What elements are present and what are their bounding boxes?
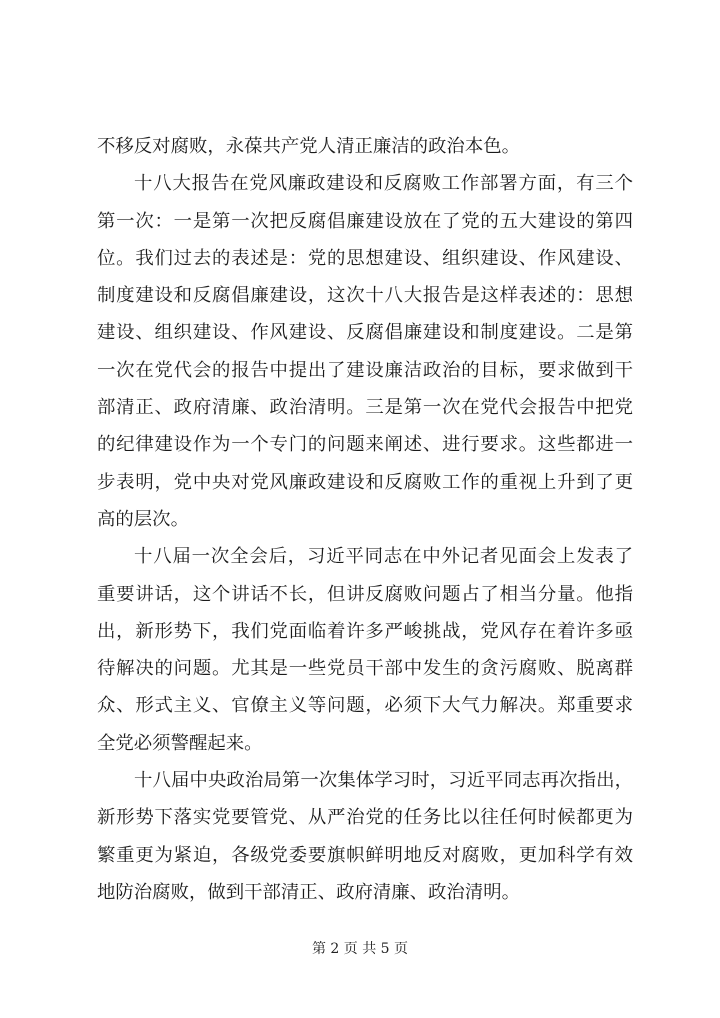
text-line: 位。我们过去的表述是：党的思想建设、组织建设、作风建设、 [97, 247, 633, 269]
text-line: 全党必须警醒起来。 [97, 732, 263, 754]
text-line: 部清正、政府清廉、政治清明。三是第一次在党代会报告中把党 [97, 397, 633, 419]
text-line: 不移反对腐败，永葆共产党人清正廉洁的政治本色。 [97, 136, 520, 157]
text-line: 建设、组织建设、作风建设、反腐倡廉建设和制度建设。二是第 [97, 322, 633, 344]
text-line: 繁重更为紧迫，各级党委要旗帜鲜明地反对腐败，更加科学有效 [97, 844, 633, 866]
text-line: 出，新形势下，我们党面临着许多严峻挑战，党风存在着许多亟 [97, 620, 633, 642]
text-line: 制度建设和反腐倡廉建设，这次十八大报告是这样表述的：思想 [97, 285, 633, 307]
text-line: 众、形式主义、官僚主义等问题，必须下大气力解决。郑重要求 [97, 695, 633, 717]
text-line: 步表明，党中央对党风廉政建设和反腐败工作的重视上升到了更 [97, 471, 633, 493]
text-line: 新形势下落实党要管党、从严治党的任务比以往任何时候都更为 [97, 807, 633, 829]
page-number-footer: 第 2 页 共 5 页 [311, 941, 409, 957]
text-line: 重要讲话，这个讲话不长，但讲反腐败问题占了相当分量。他指 [97, 583, 633, 605]
paragraph-first-line: 十八届一次全会后，习近平同志在中外记者见面会上发表了 [134, 546, 633, 568]
paragraph-first-line: 十八大报告在党风廉政建设和反腐败工作部署方面，有三个 [134, 173, 633, 195]
text-line: 一次在党代会的报告中提出了建设廉洁政治的目标，要求做到干 [97, 359, 633, 381]
text-line: 第一次：一是第一次把反腐倡廉建设放在了党的五大建设的第四 [97, 210, 633, 232]
document-body [97, 128, 633, 911]
text-line: 的纪律建设作为一个专门的问题来阐述、进行要求。这些都进一 [97, 434, 633, 456]
paragraph-first-line: 十八届中央政治局第一次集体学习时，习近平同志再次指出， [134, 770, 633, 792]
text-line: 地防治腐败，做到干部清正、政府清廉、政治清明。 [97, 881, 520, 903]
text-line: 待解决的问题。尤其是一些党员干部中发生的贪污腐败、脱离群 [97, 658, 633, 680]
text-line: 高的层次。 [97, 508, 189, 530]
